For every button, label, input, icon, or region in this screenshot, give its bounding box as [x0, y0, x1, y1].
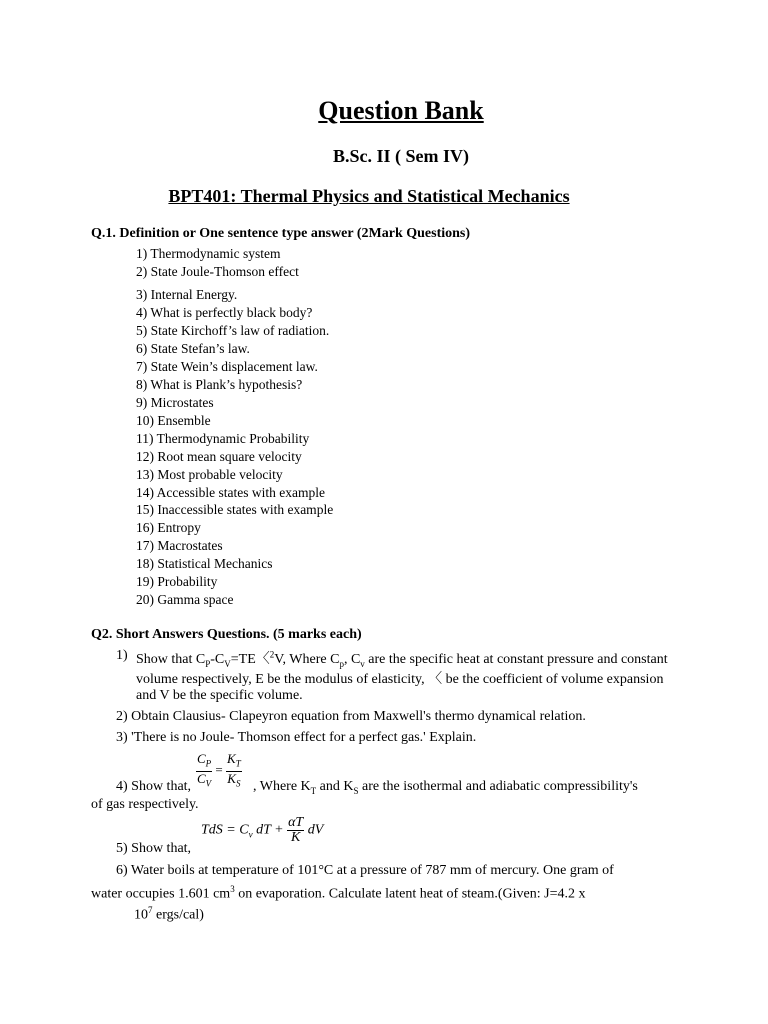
q2-1-number: 1) [116, 648, 128, 663]
q2-1-line3: and V be the specific volume. [136, 688, 303, 703]
q2-6-line1: 6) Water boils at temperature of 101°C at a pressure of 787 mm of mercury. One gram of [116, 863, 614, 878]
q2-4-line2: of gas respectively. [91, 797, 199, 812]
list-item: 14) Accessible states with example [136, 485, 325, 500]
q2-5-prefix: 5) Show that, [116, 841, 192, 856]
list-item: 18) Statistical Mechanics [136, 556, 273, 571]
q2-4-prefix: 4) Show that, [116, 779, 192, 794]
q1-heading: Q.1. Definition or One sentence type answer (2Mark Questions) [91, 226, 471, 241]
list-item: 4) What is perfectly black body? [136, 305, 313, 320]
list-item: 1) Thermodynamic system [136, 246, 281, 261]
list-item: 5) State Kirchoff’s law of radiation. [136, 323, 330, 338]
q2-4-formula: $\frac{C_P}{C_V}$ = $\frac{K_T}{K_S}$ [197, 751, 241, 789]
list-item: 3) Internal Energy. [136, 287, 238, 302]
paper-title: BPT401: Thermal Physics and Statistical Mechanics [168, 186, 570, 206]
list-item: 9) Microstates [136, 395, 214, 410]
q2-2-text: 2) Obtain Clausius- Clapeyron equation from Maxwell's thermo dynamical relation. [116, 709, 586, 724]
q2-6-line3: $10^7$ ergs/cal) [134, 905, 204, 923]
cp-over-cv-fraction: $\frac{C_P}{C_V}$ [197, 751, 212, 789]
alpha-t-over-k-fraction: $\frac{\alpha T}{K}$ [288, 815, 304, 845]
q2-4-line1: , Where $K_T$ and $K_S$ are the isothermal and adiabatic compressibility's [253, 779, 638, 796]
list-item: 16) Entropy [136, 520, 201, 535]
q2-5-formula: TdS = $C_v$ dT + $\frac{\alpha T}{K}$ dV [201, 815, 324, 845]
list-item: 11) Thermodynamic Probability [136, 431, 310, 446]
q2-6-line2: water occupies 1.601 $cm^3$ on evaporation. Calculate latent heat of steam.(Given: J=4.2 x [91, 884, 586, 902]
list-item: 2) State Joule-Thomson effect [136, 264, 299, 279]
list-item: 15) Inaccessible states with example [136, 502, 334, 517]
q2-3-text: 3) 'There is no Joule- Thomson effect for a perfect gas.' Explain. [116, 730, 477, 745]
list-item: 10) Ensemble [136, 413, 211, 428]
q2-heading: Q2. Short Answers Questions. (5 marks each) [91, 627, 362, 642]
list-item: 6) State Stefan’s law. [136, 341, 250, 356]
course-title: B.Sc. II ( Sem IV) [332, 146, 469, 166]
list-item: 12) Root mean square velocity [136, 449, 302, 464]
list-item: 13) Most probable velocity [136, 467, 283, 482]
list-item: 19) Probability [136, 574, 218, 589]
kt-over-ks-fraction: $\frac{K_T}{K_S}$ [227, 751, 241, 789]
q2-1-line2: volume respectively, E be the modulus of elasticity, 〈 be the coefficient of volume expansion [136, 672, 664, 687]
list-item: 17) Macrostates [136, 538, 223, 553]
page-title: Question Bank [318, 96, 484, 125]
q2-1-line1: Show that $C_P-C_V=TE$〈$^2$V, Where $C_p$, $C_v$ are the specific heat at constant pressure and constant [136, 649, 668, 669]
list-item: 20) Gamma space [136, 592, 234, 607]
list-item: 8) What is Plank’s hypothesis? [136, 377, 303, 392]
list-item: 7) State Wein’s displacement law. [136, 359, 318, 374]
